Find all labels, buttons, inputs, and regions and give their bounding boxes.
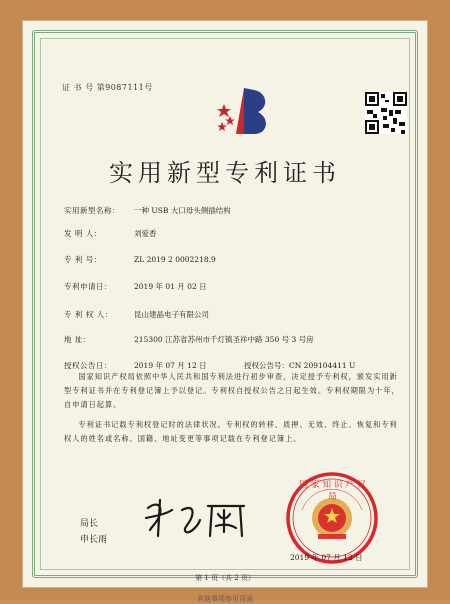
field-label: 专利申请日：: [64, 282, 112, 291]
field-label: 专 利 号：: [64, 255, 102, 264]
page-number: 第 1 页（共 2 页）: [195, 574, 255, 582]
field-patentee: [64, 309, 209, 320]
field-label: 授权公告日：: [64, 361, 112, 370]
certificate-title: 实用新型专利证书: [109, 159, 341, 187]
field-value: 一种 USB 大口母头侧插结构: [134, 206, 231, 215]
patent-office-logo-icon: [214, 82, 274, 142]
field-value: 215300 江苏省苏州市千灯镇圣祥中路 350 号 3 号房: [134, 335, 314, 344]
field-extra-value: CN 209104411 U: [289, 361, 356, 370]
certificate-paper: [22, 20, 428, 603]
field-label: 发 明 人：: [64, 229, 102, 238]
field-extra-label: 授权公告号：: [244, 361, 289, 370]
qr-code-icon: [365, 92, 407, 134]
field-value: 刘爱香: [134, 229, 157, 238]
field-value: 昆山建晶电子有限公司: [134, 310, 209, 319]
field-value: 2019 年 01 月 02 日: [134, 282, 207, 291]
handwritten-signature-icon: [142, 496, 252, 540]
field-value: 2019 年 07 月 12 日: [134, 361, 207, 370]
field-patent-number: [64, 254, 216, 265]
field-value: ZL 2019 2 0002218.9: [134, 255, 216, 264]
field-inventor: [64, 228, 157, 239]
statement-paragraph-1: 国家知识产权局依照中华人民共和国专利法进行初步审查，决定授予专利权，颁发实用新型专利证书并在专利登记簿上予以登记。专利权自授权公告之日起生效。专利权期限为十年，自申请日起算。: [64, 372, 400, 409]
bottom-note: 其他事项参见背面: [197, 595, 253, 603]
field-address: [64, 334, 314, 345]
signature-title: 局长: [80, 519, 99, 529]
certificate-number: 证 书 号 第9087111号: [62, 83, 153, 92]
seal-text: 国家知识产权局: [299, 480, 369, 502]
field-label: 专 利 权 人：: [64, 310, 113, 319]
field-utility-model-name: [64, 205, 231, 216]
field-label: 地 址：: [64, 335, 91, 344]
field-label: 实用新型名称：: [64, 206, 120, 215]
signature-name: 申长雨: [80, 535, 108, 545]
statement-paragraph-2: 专利证书记载专利权登记时的法律状况。专利权的转移、质押、无效、终止、恢复和专利权人的姓名或名称、国籍、地址变更等事项记载在专利登记簿上。: [64, 420, 398, 443]
seal-date: 2019 年 07 月 12 日: [290, 553, 363, 562]
field-application-date: [64, 281, 207, 292]
